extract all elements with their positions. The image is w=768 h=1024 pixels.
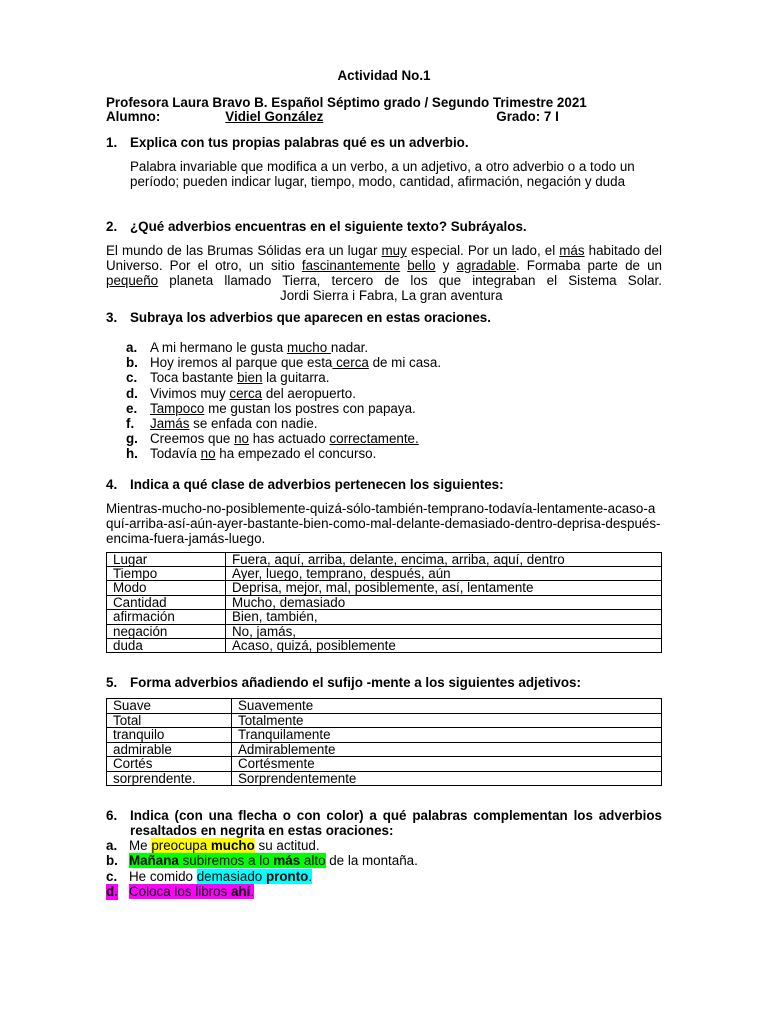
table-cell-value: Ayer, luego, temprano, después, aún <box>226 567 662 581</box>
answer-1: Palabra invariable que modifica a un verbo, a un adjetivo, a otro adverbio o a todo un período; pueden indicar lugar, tiempo, modo, cantidad, afirmación, negación y duda <box>130 159 635 189</box>
table-cell-key: admirable <box>107 742 232 756</box>
table-row <box>107 595 662 609</box>
list-item: d. Vivimos muy cerca del aeropuerto. <box>126 385 356 401</box>
adverb-list: Mientras-mucho-no-posiblemente-quizá-sólo-también-temprano-todavía-lentamente-acaso-aquí-arriba-así-aún-ayer-bastante-bien-como-mal-delante-demasiado-dentro-deprisa-después-encima-fuera-jamás-luego. <box>106 500 661 546</box>
question-number: 2. <box>106 219 118 234</box>
table-cell-key: duda <box>107 639 226 653</box>
highlight-yellow: preocupa mucho <box>151 837 255 853</box>
table-row <box>107 699 662 713</box>
table-row <box>107 639 662 653</box>
list-item: g. Creemos que no has actuado correctamente. <box>126 431 419 447</box>
question-number: 5. <box>106 675 118 691</box>
list-item: h. Todavía no ha empezado el concurso. <box>126 446 377 462</box>
table-cell-value: Acaso, quizá, posiblemente <box>226 639 662 653</box>
alumno-name-field <box>168 110 496 124</box>
table-row <box>107 567 662 581</box>
table-row <box>107 624 662 638</box>
table-row <box>107 771 662 785</box>
question-text: Explica con tus propias palabras qué es un adverbio. <box>130 135 469 150</box>
highlight-cyan: demasiado pronto. <box>196 868 313 884</box>
highlight-magenta: Coloca los libros ahí. <box>129 884 255 900</box>
underlined-adverb: agradable <box>456 258 516 273</box>
list-item: c. Toca bastante bien la guitarra. <box>126 370 330 386</box>
table-row <box>107 713 662 727</box>
table-cell-key: Modo <box>107 581 226 595</box>
header-line-teacher: Profesora Laura Bravo B. Español Séptimo grado / Segundo Trimestre 2021 <box>106 95 587 110</box>
question-3 <box>106 310 662 325</box>
header-line-student <box>106 110 662 124</box>
list-item: a. Me preocupa mucho su actitud. <box>106 837 320 853</box>
table-cell-key: sorprendente. <box>107 771 232 785</box>
list-item: a. A mi hermano le gusta mucho nadar. <box>126 340 369 355</box>
question-number: 1. <box>106 135 118 150</box>
question-5 <box>106 675 662 690</box>
highlight-sentence-list <box>106 838 662 900</box>
table-cell-value: Cortésmente <box>232 757 662 771</box>
grado-label: Grado: 7 I <box>496 109 559 124</box>
list-item: b. Hoy iremos al parque que esta cerca de mi casa. <box>126 355 442 371</box>
page-title: Actividad No.1 <box>337 68 431 83</box>
adverb-class-table <box>106 552 662 654</box>
table-cell-value: Totalmente <box>232 713 662 727</box>
question-number: 3. <box>106 310 118 325</box>
document-page <box>106 68 662 900</box>
question-text: Forma adverbios añadiendo el sufijo -mente a los siguientes adjetivos: <box>130 675 581 691</box>
table-row <box>107 728 662 742</box>
table-row <box>107 757 662 771</box>
alumno-name: Vidiel González <box>225 109 324 124</box>
list-item: b. Mañana subiremos a lo más alto de la montaña. <box>106 853 418 869</box>
highlight-green: Mañana subiremos a lo más alto <box>129 853 326 869</box>
table-cell-key: Suave <box>107 699 232 713</box>
question-text: Subraya los adverbios que aparecen en estas oraciones. <box>130 310 491 325</box>
question-2 <box>106 219 662 234</box>
question-text: Indica (con una flecha o con color) a qué palabras complementan los adverbios resaltados en negrita en estas oraciones: <box>130 807 662 838</box>
list-item: d. Coloca los libros ahí. <box>106 884 255 900</box>
underlined-adverb: más <box>559 243 585 258</box>
table-cell-key: Total <box>107 713 232 727</box>
underlined-adverb: bello <box>407 258 436 273</box>
question-text: Indica a qué clase de adverbios pertenecen los siguientes: <box>130 476 504 492</box>
question-text: ¿Qué adverbios encuentras en el siguiente texto? Subráyalos. <box>130 219 527 234</box>
table-cell-key: Lugar <box>107 552 226 566</box>
sentence-list <box>106 340 662 462</box>
table-cell-value: Bien, también, <box>226 610 662 624</box>
question-number: 6. <box>106 807 118 823</box>
table-cell-key: negación <box>107 624 226 638</box>
table-cell-value: Deprisa, mejor, mal, posiblemente, así, lentamente <box>226 581 662 595</box>
alumno-label: Alumno: <box>106 109 161 124</box>
table-cell-value: Fuera, aquí, arriba, delante, encima, arriba, aquí, dentro <box>226 552 662 566</box>
table-cell-value: Admirablemente <box>232 742 662 756</box>
list-item: c. He comido demasiado pronto. <box>106 868 313 884</box>
suffix-table <box>106 698 662 785</box>
question-4 <box>106 477 662 492</box>
table-cell-key: tranquilo <box>107 728 232 742</box>
table-cell-key: afirmación <box>107 610 226 624</box>
list-item: f. Jamás se enfada con nadie. <box>126 416 318 432</box>
table-row <box>107 552 662 566</box>
table-cell-key: Cantidad <box>107 595 226 609</box>
table-cell-key: Cortés <box>107 757 232 771</box>
underlined-adverb: pequeño <box>106 273 159 288</box>
table-row <box>107 581 662 595</box>
table-cell-value: Mucho, demasiado <box>226 595 662 609</box>
passage-author: Jordi Sierra i Fabra, La gran aventura <box>280 288 503 303</box>
question-6 <box>106 808 662 838</box>
table-cell-value: No, jamás, <box>226 624 662 638</box>
underlined-adverb: fascinantemente <box>301 258 401 273</box>
table-row <box>107 610 662 624</box>
table-cell-value: Suavemente <box>232 699 662 713</box>
passage-text: El mundo de las Brumas Sólidas era un lugar muy especial. Por un lado, el más habitado del Universo. Por el otro, un sitio fascinantemente bello y agradable. Formaba parte de un pequeño planeta llamado Tierra, tercero de los que integraban el Sistema Solar.Jordi Sierra i Fabra, La gran aventura <box>106 243 662 303</box>
table-cell-key: Tiempo <box>107 567 226 581</box>
table-cell-value: Tranquilamente <box>232 728 662 742</box>
question-number: 4. <box>106 476 118 492</box>
table-row <box>107 742 662 756</box>
table-cell-value: Sorprendentemente <box>232 771 662 785</box>
list-item: e. Tampoco me gustan los postres con papaya. <box>126 400 416 416</box>
underlined-adverb: muy <box>381 243 407 258</box>
question-1 <box>106 135 662 150</box>
